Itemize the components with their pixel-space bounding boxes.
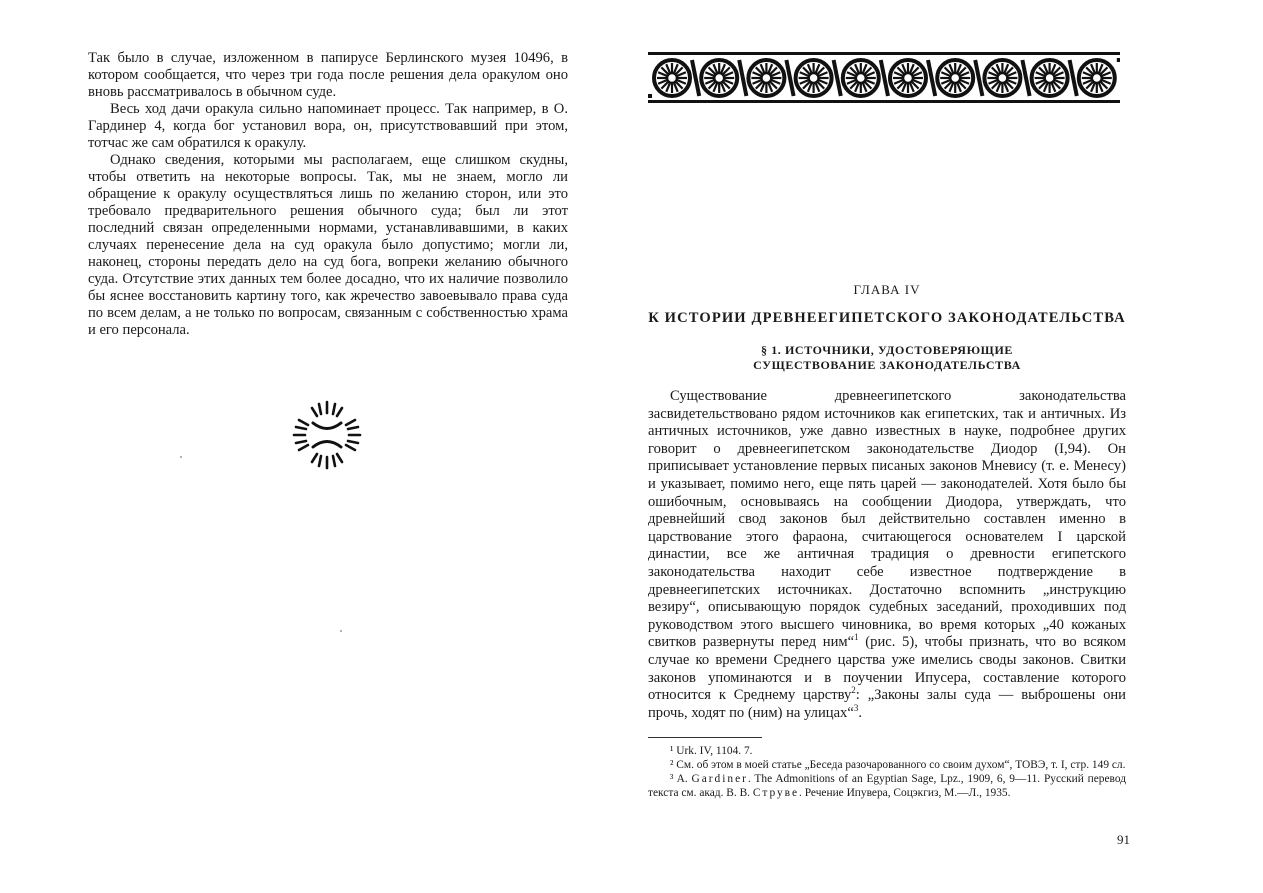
body-text: : „Законы залы суда — выброшены они прочь, ходят по (ним) на улицах“ — [648, 687, 1126, 721]
footnote-divider — [648, 737, 762, 738]
footnotes — [648, 744, 1126, 800]
section-heading-line: § 1. ИСТОЧНИКИ, УДОСТОВЕРЯЮЩИЕ — [761, 343, 1013, 357]
print-speck — [340, 630, 342, 632]
left-page — [0, 0, 631, 893]
rosette — [654, 60, 690, 96]
rosette — [701, 60, 737, 96]
body-text: Существование древнеегипетского законодательства засвидетельствовано рядом источников как египетских, так и античных. Из античных источников, уже давно известных в науке, подробнее других говорит о древнеегипетском законодательстве Диодор (I,94). Он приписывает установление первых писаных законов Мневису (т. е. Менесу) и указывает, помимо него, еще пять царей — законодателей. Хотя было бы ошибочным, основываясь на сообщении Диодора, утверждать, что древнейший свод законов был действительно составлен именно в царствование этого фараона, считающегося основателем I царской династии, все же античная традиция о древности египетского законодательства находит себе известное подтверждение в древнеегипетских источниках. Достаточно вспомнить „инструкцию везиру“, описывающую порядок судебных заседаний, проходивших под руководством этого высшего чиновника, во время которых „40 кожаных свитков развернуты перед ним“ — [648, 388, 1126, 651]
paragraph: Весь ход дачи оракула сильно напоминает процесс. Так например, в О. Гардинер 4, когда бог установил вора, он, присутствовавший при этом, тотчас же сам обратился к оракулу. — [88, 101, 568, 151]
section-heading — [648, 343, 1126, 373]
section-heading-line: СУЩЕСТВОВАНИЕ ЗАКОНОДАТЕЛЬСТВА — [753, 358, 1021, 372]
paragraph: Так было в случае, изложенном в папирусе Берлинского музея 10496, в котором сообщается, что через три года после решения дела оракулом оно вновь рассматривалось в обычном суде. — [88, 50, 568, 100]
footnote-text: ³ A. — [670, 773, 692, 785]
body-text: (рис. 5), чтобы признать, что во всяком случае ко времени Среднего царства уже имелись своды законов. Свитки законов упоминаются и в поучении Ипусера, составление которого относится к Среднему царству — [648, 634, 1126, 704]
paragraph — [648, 388, 1126, 722]
egyptian-rosette-frieze-icon — [648, 52, 1120, 104]
page-number: 91 — [1117, 832, 1130, 847]
sunburst-vignette-icon — [290, 398, 364, 472]
chapter-title: К ИСТОРИИ ДРЕВНЕЕГИПЕТСКОГО ЗАКОНОДАТЕЛЬСТВА — [648, 310, 1126, 326]
rosette — [984, 60, 1020, 96]
left-page-text — [88, 50, 568, 339]
footnote — [648, 772, 1126, 800]
rosette — [748, 60, 784, 96]
rosette — [843, 60, 879, 96]
rosette — [937, 60, 973, 96]
body-text: . — [858, 704, 862, 721]
author-name: Gardiner — [691, 773, 748, 785]
right-page-text — [648, 388, 1126, 722]
rosette — [1032, 60, 1068, 96]
author-name: Струве — [752, 787, 800, 799]
footnote: ¹ Urk. IV, 1104. 7. — [670, 745, 753, 757]
rosette — [890, 60, 926, 96]
footnote-ref: 2 — [851, 685, 856, 696]
footnote-ref: 3 — [853, 702, 859, 713]
rosette — [796, 60, 832, 96]
print-speck — [180, 456, 182, 458]
footnote-text: . The Admonitions of an Egyptian Sage, Lpz., 1909, 6, 9—11. Русский перевод текста см. акад. В. В. — [648, 773, 1126, 799]
footnote: ² См. об этом в моей статье „Беседа разочарованного со своим духом“, ТОВЭ, т. I, стр. 149 сл. — [670, 759, 1126, 771]
paragraph: Однако сведения, которыми мы располагаем, еще слишком скудны, чтобы ответить на некоторые вопросы. Так, мы не знаем, могло ли обращение к оракулу осуществляться лишь по желанию сторон, или это требовало предварительного решения обычного суда; был ли этот последний связан определенными нормами, устанавливавшими, в каких случаях перенесение дела на суд оракула было допустимо; могли ли, наконец, стороны передать дело на суд бога, вопреки желанию обычного суда. Отсутствие этих данных тем более досадно, что их наличие позволило бы яснее восстановить картину того, как жречество завоевывало права суда по всем делам, а не только по вопросам, связанным с собственностью храма и его персонала. — [88, 152, 568, 338]
footnote-text: . Речение Ипувера, Соцэкгиз, М.—Л., 1935. — [799, 787, 1011, 799]
rosette — [1079, 60, 1115, 96]
footnote-ref: 1 — [854, 632, 859, 643]
chapter-label: ГЛАВА IV — [853, 282, 921, 297]
